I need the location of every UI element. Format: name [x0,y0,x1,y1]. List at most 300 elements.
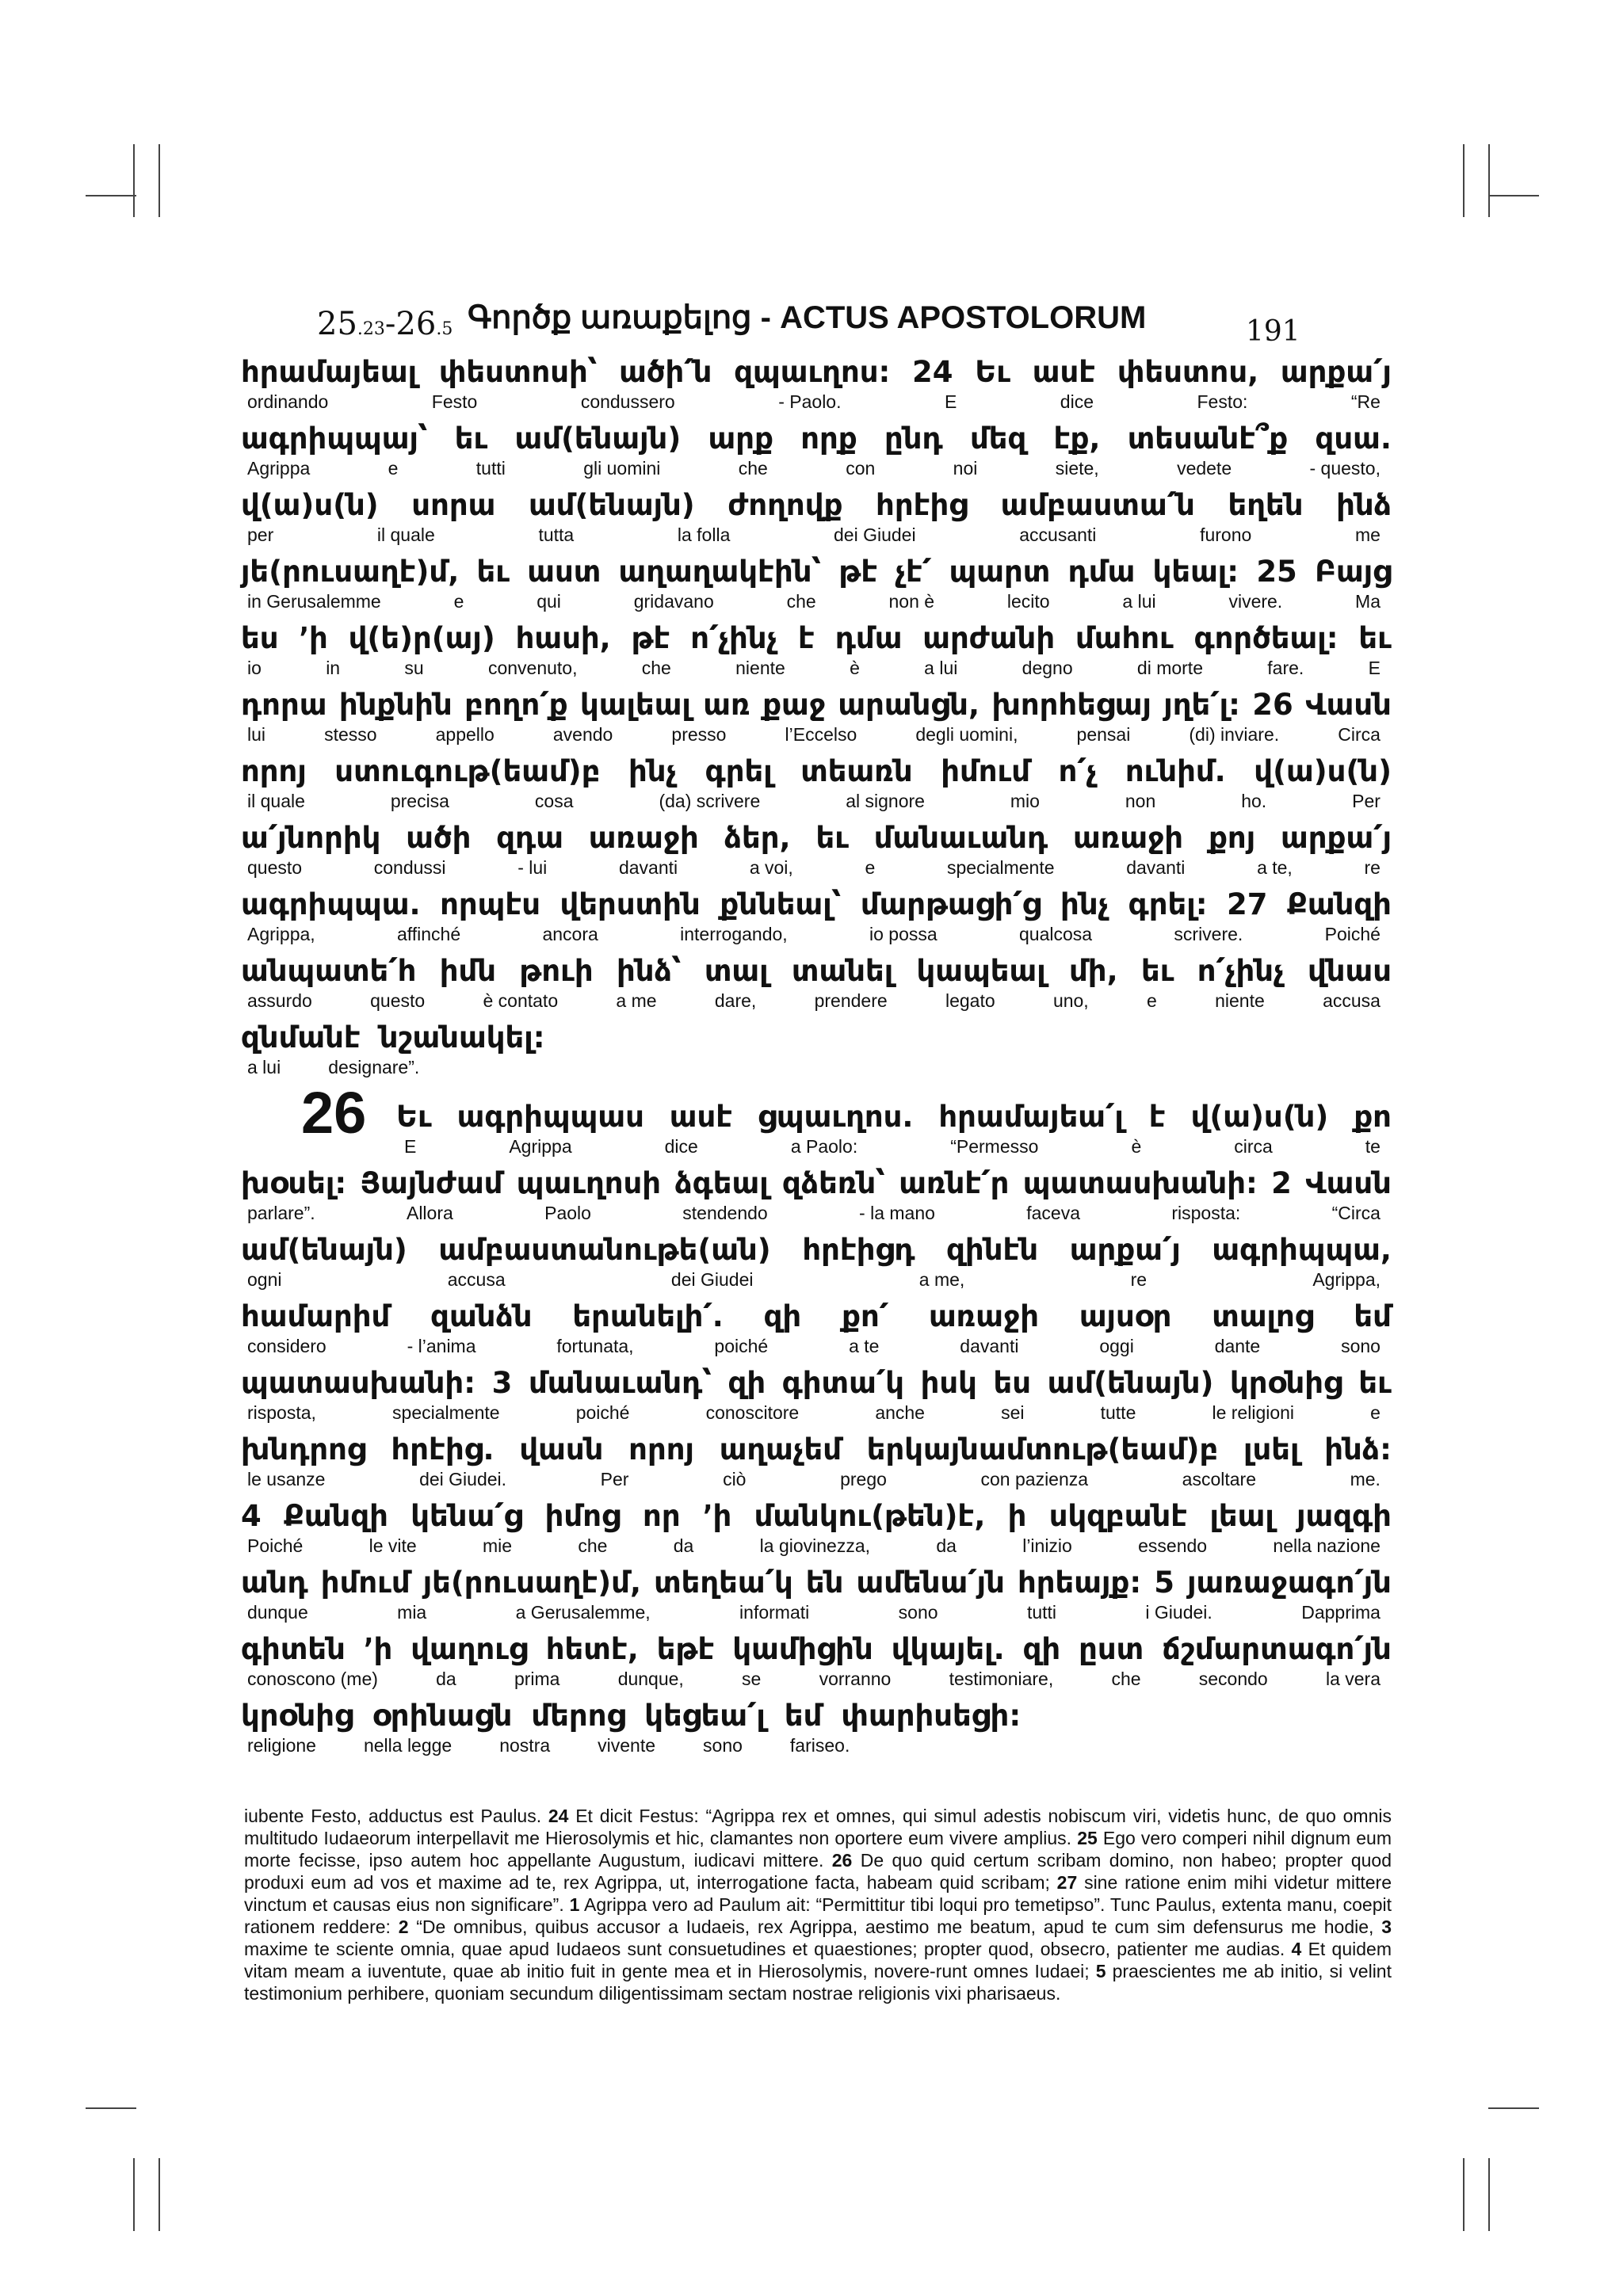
italian-gloss: - la mano [859,1203,935,1223]
armenian-line [241,954,1392,990]
armenian-word: ինձ [1336,488,1392,522]
italian-gloss-line [241,1057,1392,1079]
italian-gloss: Festo: [1197,391,1248,412]
italian-gloss: prima [514,1669,560,1689]
armenian-word: յե(րուսաղէ)մ, [422,1566,641,1600]
armenian-word: եւ [1358,1366,1392,1400]
verse-number: 26 [831,1850,853,1871]
armenian-word: արանցն, [838,688,980,722]
armenian-word: մանաւանդ՝ [528,1366,712,1400]
armenian-line [241,1166,1392,1203]
armenian-word: ձգեալ [674,1166,769,1200]
armenian-word: ագրիպպա. [241,887,421,921]
armenian-line [241,355,1392,391]
page-title: Գործք առաքելոց - ACTUS APOSTOLORUM [468,300,1147,335]
armenian-word: վասն [519,1432,604,1466]
armenian-word: ո՛չինչ [690,621,778,655]
italian-gloss: lui [247,724,266,745]
armenian-word: զի [1022,1632,1061,1666]
armenian-word: չէ՛ [895,555,932,589]
armenian-word: մանկու(թեն)է, [754,1499,986,1533]
armenian-word: եւ [1140,954,1174,988]
armenian-word: իմում [941,754,1031,788]
crop-mark [1488,2107,1539,2109]
latin-segment: maxime te sciente omnia, quae apud Iudaeos sunt consuetudines et quaestiones; propter quod, obsecro, patienter me audias. [244,1939,1292,1959]
verse-number: 5 [1095,1961,1106,1981]
armenian-word: եղեն [1228,488,1304,522]
verse-ref-sub: .5 [436,319,453,339]
italian-gloss-line [241,391,1392,414]
italian-gloss-line [241,591,1392,613]
italian-gloss: dice [664,1136,698,1157]
italian-gloss: designare”. [328,1057,420,1077]
italian-gloss: assurdo [247,990,312,1011]
armenian-word: հրէից [876,488,968,522]
italian-gloss: prendere [814,990,888,1011]
armenian-word: մի, [1069,954,1118,988]
armenian-word: Եւ [396,1100,432,1134]
armenian-word: ագրիպպայ՝ [241,421,428,456]
armenian-line [241,1233,1392,1269]
armenian-word: հրէից. [391,1432,495,1466]
armenian-word: է [797,621,815,655]
italian-gloss: a lui [924,658,958,678]
armenian-word: կալեալ [580,688,691,722]
armenian-word: վնաս [1307,954,1392,988]
italian-gloss: legato [945,990,995,1011]
italian-gloss: dice [1060,391,1094,412]
verse-number: 27 [1056,1872,1078,1893]
verse-number: 25 [1077,1828,1098,1848]
armenian-word: այսօր [1079,1299,1172,1333]
armenian-word: իմում [320,1566,411,1600]
armenian-word: ՚ի [363,1632,393,1666]
italian-gloss: - questo, [1309,458,1381,479]
armenian-word: 24 [912,355,953,389]
italian-gloss: ho. [1241,791,1267,811]
italian-gloss: e [453,591,464,612]
italian-gloss: sei [1001,1402,1025,1423]
crop-mark [1463,144,1465,217]
interlinear-line [241,1233,1392,1299]
armenian-line [241,488,1392,524]
italian-gloss: gridavano [633,591,714,612]
latin-segment: Et quidem vitam meam a iuventute, quae ab initio fuit in gente mea et in Hierosolymis, novere-runt omnes Iudaei; [244,1939,1392,1981]
italian-gloss: E [944,391,957,412]
italian-gloss: me. [1350,1469,1381,1489]
latin-segment: De quo quid certum scribam domino, non habeo; propter quod produxi eum ad vos et maxime ad te, rex Agrippa, ut, interrogatione facta, habeam quid scribam; [244,1850,1392,1893]
interlinear-line [241,821,1392,887]
italian-gloss: davanti [1126,857,1186,878]
armenian-word: 26 [1252,688,1293,722]
italian-gloss-line [241,658,1392,680]
italian-gloss: scrivere. [1174,924,1243,944]
armenian-word: առ [703,688,750,722]
armenian-word: յառաջագո՛յն [1187,1566,1392,1600]
armenian-word: վերստին [559,887,701,921]
armenian-word: առնէ՛ր [899,1166,1010,1200]
armenian-line [241,1432,1392,1469]
armenian-word: թուի [519,954,594,988]
armenian-word: կրօնից [241,1699,353,1733]
italian-gloss: da [436,1669,456,1689]
armenian-word: տանել [791,954,894,988]
armenian-word: քննեալ՝ [720,887,842,921]
italian-gloss: e [1370,1402,1381,1423]
armenian-word: ամ(ենայն) [528,488,695,522]
armenian-word: որ [643,1499,681,1533]
italian-gloss: me [1354,524,1381,545]
armenian-word: գիտա՛կ [781,1366,904,1400]
armenian-word: պաւղոսի [516,1166,662,1200]
armenian-word: որպէս [440,887,541,921]
italian-gloss: Dapprima [1301,1602,1381,1623]
italian-gloss-line [241,1336,1392,1358]
armenian-word: եւ [476,555,510,589]
armenian-line [241,1100,1392,1136]
armenian-word: գրել [705,754,773,788]
armenian-word: ձեր, [724,821,791,855]
armenian-word: երկայնամտութ(եամ)բ [866,1432,1219,1466]
italian-gloss: dante [1214,1336,1261,1356]
interlinear-text [241,355,1392,1765]
italian-gloss: lecito [1006,591,1050,612]
italian-gloss: in Gerusalemme [247,591,381,612]
italian-gloss: considero [247,1336,327,1356]
italian-gloss: è contato [483,990,559,1011]
italian-gloss: io possa [869,924,938,944]
italian-gloss-line [241,857,1392,879]
armenian-word: կեցեա՛լ [644,1699,766,1733]
italian-gloss: ancora [542,924,598,944]
italian-gloss: Poiché [247,1535,304,1556]
armenian-word: համարիմ [241,1299,391,1333]
italian-gloss: stesso [324,724,377,745]
armenian-word: վ(ա)ս(ն) [1190,1100,1329,1134]
italian-gloss: nella nazione [1273,1535,1381,1556]
italian-gloss: prego [840,1469,887,1489]
italian-gloss: presso [671,724,727,745]
italian-gloss: niente [735,658,785,678]
interlinear-line [241,555,1392,621]
armenian-word: աղաղակէին՝ [618,555,822,589]
italian-gloss: l’inizio [1022,1535,1072,1556]
italian-gloss: secondo [1198,1669,1268,1689]
italian-gloss: Allora [406,1203,453,1223]
italian-gloss: fortunata, [556,1336,634,1356]
armenian-word: որք [800,421,857,456]
crop-mark [1488,144,1490,217]
verse-number: 2 [398,1917,409,1937]
italian-gloss: che [1111,1669,1141,1689]
armenian-word: զձեռն՝ [782,1166,885,1200]
armenian-word: առաջի [928,1299,1039,1333]
armenian-line [241,754,1392,791]
armenian-word: կեալ: [1152,555,1239,589]
armenian-word: բողո՛ք [464,688,568,722]
interlinear-line [241,1020,1392,1087]
armenian-word: որոյ [628,1432,694,1466]
crop-mark [86,195,136,196]
armenian-word: փեստոսի՝ [438,355,598,389]
italian-gloss: nella legge [363,1735,453,1756]
latin-segment: Ego vero comperi nihil dignum eum morte fecisse, ipso autem hoc appellante Augustum, iudicavi mittere. [244,1828,1392,1871]
italian-gloss: con [846,458,876,479]
italian-gloss: Per [600,1469,629,1489]
italian-gloss: risposta, [247,1402,316,1423]
italian-gloss: mie [483,1535,513,1556]
armenian-word: 4 [241,1499,262,1533]
italian-gloss: è [850,658,860,678]
armenian-word: լեալ [1209,1499,1274,1533]
italian-gloss: non [1125,791,1156,811]
armenian-word: ո՛չ [1058,754,1098,788]
armenian-word: էք, [1053,421,1101,456]
italian-gloss: - l’anima [407,1336,476,1356]
armenian-word: խօսել: [241,1166,347,1200]
armenian-word: դմա [834,621,903,655]
italian-gloss: a te, [1257,857,1293,878]
italian-gloss: Agrippa, [1312,1269,1381,1290]
italian-gloss: qui [537,591,561,612]
armenian-word: ո՛չինչ [1197,954,1285,988]
armenian-line [241,621,1392,658]
interlinear-line [241,1080,1392,1166]
italian-gloss: dei Giudei. [419,1469,507,1489]
italian-gloss: pensai [1076,724,1131,745]
italian-gloss: degli uomini, [915,724,1018,745]
armenian-word: զդա [496,821,563,855]
italian-gloss-line [241,1402,1392,1425]
armenian-word: ամ(ենայն) [241,1233,407,1267]
italian-gloss: religione [247,1735,316,1756]
italian-gloss: a me, [918,1269,965,1290]
armenian-line [241,688,1392,724]
armenian-word: ճշմարտագո՛յն [1162,1632,1392,1666]
armenian-word: 25 [1256,555,1297,589]
armenian-word: խորհեցայ [991,688,1151,722]
armenian-word: ամբաստա՛ն [1000,488,1195,522]
verse-ref-mid: -26 [384,306,437,342]
armenian-word: արքա՛յ [1280,821,1392,855]
latin-segment: praescientes me ab initio, si velint testimonium perhibere, quoniam secundum diligentissimam sectam nostrae religionis vixi pharisaeus. [244,1961,1392,2004]
armenian-word: հրէիցդ [802,1233,915,1267]
armenian-line [241,887,1392,924]
armenian-word: ամբաստանութե(ան) [438,1233,771,1267]
italian-gloss: - lui [517,857,548,878]
armenian-word: տեղեա՛կ [654,1566,793,1600]
armenian-word: կենա՛ց [411,1499,523,1533]
italian-gloss: al signore [846,791,925,811]
italian-gloss: è [1131,1136,1142,1157]
latin-segment: iubente Festo, adductus est Paulus. [244,1806,548,1826]
armenian-word: ամենա՛յն [856,1566,1005,1600]
italian-gloss: sono [703,1735,743,1756]
italian-gloss: dunque, [617,1669,684,1689]
armenian-word: ունիմ. [1125,754,1226,788]
italian-gloss: per [247,524,274,545]
interlinear-line [241,488,1392,555]
italian-gloss: (di) inviare. [1189,724,1280,745]
armenian-word: եմ [1354,1299,1392,1333]
armenian-word: կապեալ [916,954,1046,988]
italian-gloss: Ma [1355,591,1381,612]
italian-gloss: tutta [538,524,575,545]
italian-gloss: cosa [534,791,574,811]
interlinear-line [241,1299,1392,1366]
interlinear-line [241,1366,1392,1432]
armenian-word: Քանզի [284,1499,388,1533]
italian-gloss-line [241,1136,1392,1158]
italian-gloss: e [388,458,399,479]
italian-gloss: di morte [1136,658,1203,678]
armenian-line [241,1699,1392,1735]
armenian-word: թէ [631,621,670,655]
crop-mark [158,144,160,217]
armenian-word: զինէն [946,1233,1039,1267]
armenian-word: ա՛յնորիկ [241,821,381,855]
italian-gloss: conoscono (me) [247,1669,378,1689]
italian-gloss: interrogando, [680,924,788,944]
armenian-word: առաջի [588,821,699,855]
italian-gloss: testimoniare, [949,1669,1054,1689]
italian-gloss: che [578,1535,608,1556]
italian-gloss: “Permesso [950,1136,1039,1157]
armenian-word: իմոց [544,1499,621,1533]
armenian-word: օրինացն [372,1699,513,1733]
italian-gloss: condussero [580,391,675,412]
verse-reference [317,306,453,342]
armenian-line [241,1299,1392,1336]
armenian-word: 27 [1227,887,1268,921]
italian-gloss: “Circa [1331,1203,1381,1223]
armenian-word: ինքնին [338,688,453,722]
armenian-word: է [1148,1100,1166,1134]
italian-gloss: avendo [552,724,613,745]
armenian-line [241,1566,1392,1602]
crop-mark [1488,195,1539,196]
italian-gloss: dei Giudei [834,524,916,545]
italian-gloss: poiché [575,1402,630,1423]
armenian-word: վ(ա)ս(ն) [1254,754,1392,788]
interlinear-line [241,754,1392,821]
armenian-word: գործեալ: [1193,621,1338,655]
armenian-word: քո՛ [842,1299,889,1333]
interlinear-line [241,1699,1392,1765]
italian-gloss: circa [1234,1136,1273,1157]
armenian-word: ստուգութ(եամ)բ [334,754,601,788]
italian-gloss: l’Eccelso [785,724,857,745]
italian-gloss: nostra [499,1735,551,1756]
armenian-word: ասէ [669,1100,733,1134]
armenian-word: տեսանէ՞ք [1127,421,1289,456]
armenian-line [241,1366,1392,1402]
armenian-word: Եւ [975,355,1010,389]
italian-gloss: tutte [1100,1402,1136,1423]
italian-gloss: degno [1022,658,1073,678]
interlinear-line [241,355,1392,421]
italian-gloss: convenuto, [487,658,578,678]
armenian-word: ագրիպպաս [456,1100,644,1134]
italian-gloss: io [247,658,262,678]
verse-number: 1 [569,1894,580,1915]
italian-gloss: affinché [397,924,461,944]
italian-gloss: gli uomini [583,458,661,479]
armenian-word: 3 [491,1366,513,1400]
armenian-word: ամ(ենայն) [514,421,682,456]
armenian-word: ինչ [628,754,678,788]
latin-vulgate-text [244,1805,1392,2004]
armenian-word: զանձն [430,1299,533,1333]
armenian-word: եթէ [656,1632,715,1666]
italian-gloss: le religioni [1212,1402,1295,1423]
crop-mark [133,144,135,217]
armenian-word: երանելի՛. [572,1299,724,1333]
verse-ref-main: 25 [317,306,357,342]
verse-number: 3 [1381,1917,1392,1937]
armenian-line [241,821,1392,857]
italian-gloss: mio [1010,791,1040,811]
italian-gloss-line [241,990,1392,1013]
armenian-word: քաջ [762,688,826,722]
italian-gloss: a voi, [749,857,793,878]
armenian-word: տալ [704,954,769,988]
verse-ref-sub: .23 [357,319,385,339]
italian-gloss: con pazienza [980,1469,1089,1489]
armenian-word: ագրիպպա, [1212,1233,1392,1267]
latin-segment: Et dicit Festus: “Agrippa rex et omnes, qui simul adestis nobiscum viri, videtis hunc, de quo omnis multitudo Iudaeorum interpellavit me Hierosolymis et hic, clamantes non oportere eum vivere amplius. [244,1806,1392,1848]
italian-gloss: re [1130,1269,1148,1290]
armenian-word: արքա՛յ [1069,1233,1181,1267]
armenian-word: 2 [1271,1166,1292,1200]
italian-gloss: la vera [1325,1669,1381,1689]
italian-gloss: davanti [618,857,678,878]
armenian-line [241,1499,1392,1535]
italian-gloss: la folla [677,524,731,545]
armenian-word: մեզ [969,421,1027,456]
interlinear-line [241,1432,1392,1499]
armenian-word: անդ [241,1566,308,1600]
armenian-line [241,1020,1392,1057]
armenian-word: դմա [1067,555,1136,589]
italian-gloss-line [241,1735,1392,1757]
italian-gloss: informati [739,1602,810,1623]
italian-gloss: stendendo [682,1203,768,1223]
italian-gloss-line [241,791,1392,813]
italian-gloss: che [738,458,768,479]
italian-gloss: da [673,1535,694,1556]
armenian-word: վկայել. [891,1632,1005,1666]
page-number: 191 [1246,315,1300,348]
crop-mark [133,2158,135,2231]
interlinear-line [241,688,1392,754]
armenian-word: զի [727,1366,766,1400]
italian-gloss: tutti [1026,1602,1057,1623]
armenian-word: աստ [527,555,601,589]
armenian-word: 5 [1154,1566,1175,1600]
armenian-word: են [805,1566,844,1600]
armenian-word: ժողովք [727,488,843,522]
interlinear-line [241,1632,1392,1699]
armenian-word: կրօնից [1229,1366,1342,1400]
armenian-word: փարիսեցի: [841,1699,1022,1733]
armenian-word: Վասն [1305,688,1392,722]
armenian-word: ՚ի [299,621,328,655]
armenian-word: եւ [815,821,849,855]
armenian-word: ինձ: [1324,1432,1392,1466]
italian-gloss: vedete [1177,458,1232,479]
interlinear-line [241,1499,1392,1566]
